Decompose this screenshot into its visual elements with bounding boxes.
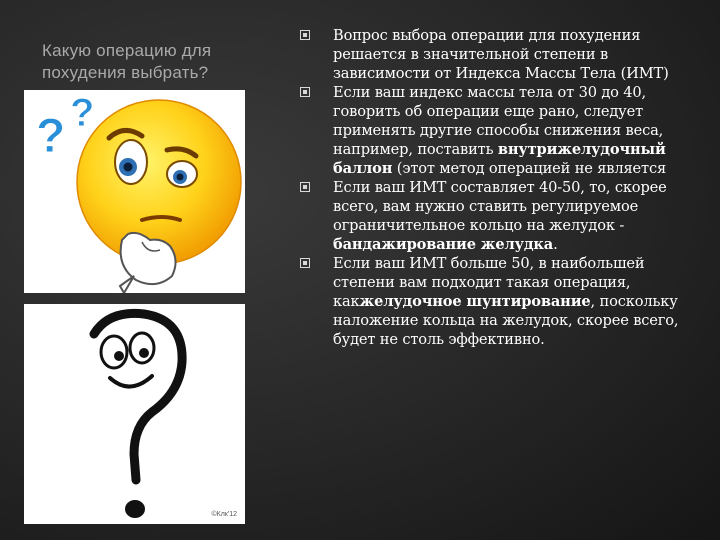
bullet-text <box>333 254 700 349</box>
svg-text:?: ? <box>36 110 66 163</box>
bullet-square-icon <box>300 258 310 268</box>
bullet-square-icon <box>300 87 310 97</box>
bullet-text-segment: (этот метод операцией не является <box>392 160 667 177</box>
list-item <box>300 26 700 83</box>
bullet-text-segment: . <box>553 236 558 253</box>
image-credit: ©Клк'12 <box>211 511 237 518</box>
list-item <box>300 178 700 254</box>
question-character-image <box>24 304 245 524</box>
bullet-bold-term: желудочное шунтирование <box>359 293 591 310</box>
slide-title: Какую операцию для похудения выбрать? <box>42 41 212 82</box>
list-item <box>300 254 700 349</box>
bullet-text <box>333 178 700 254</box>
bullet-text-segment: Вопрос выбора операции для похудения решается в значительной степени в зависимости от Индекса Массы Тела (ИМТ) <box>333 27 669 82</box>
bullet-text-segment: Если ваш индекс массы тела от 30 до 40, говорить об операции еще рано, следует применять другие способы снижения веса, например, поставить <box>333 84 664 158</box>
bullet-text <box>333 83 700 178</box>
bullet-text-segment: Если ваш ИМТ больше 50, в наибольшей степени вам подходит такая операция, как <box>333 255 645 310</box>
bullet-text-segment: Если ваш ИМТ составляет 40-50, то, скорее всего, вам нужно ставить регулируемое ограничительное кольцо на желудок - <box>333 179 667 234</box>
bullet-bold-term: бандажирование желудка <box>333 236 554 253</box>
bullet-bold-term: внутрижелудочный баллон <box>333 141 666 177</box>
thinking-smiley-icon <box>24 90 245 293</box>
bullet-square-icon <box>300 182 310 192</box>
bullet-square-icon <box>300 30 310 40</box>
bullet-list <box>300 26 700 349</box>
bullet-text-segment: , поскольку наложение кольца на желудок, скорее всего, будет не столь эффективно. <box>333 293 679 348</box>
svg-text:?: ? <box>70 91 95 135</box>
list-item <box>300 83 700 178</box>
question-mark-character-icon <box>24 304 245 524</box>
bullet-text <box>333 26 700 83</box>
thinking-smiley-image <box>24 90 245 293</box>
